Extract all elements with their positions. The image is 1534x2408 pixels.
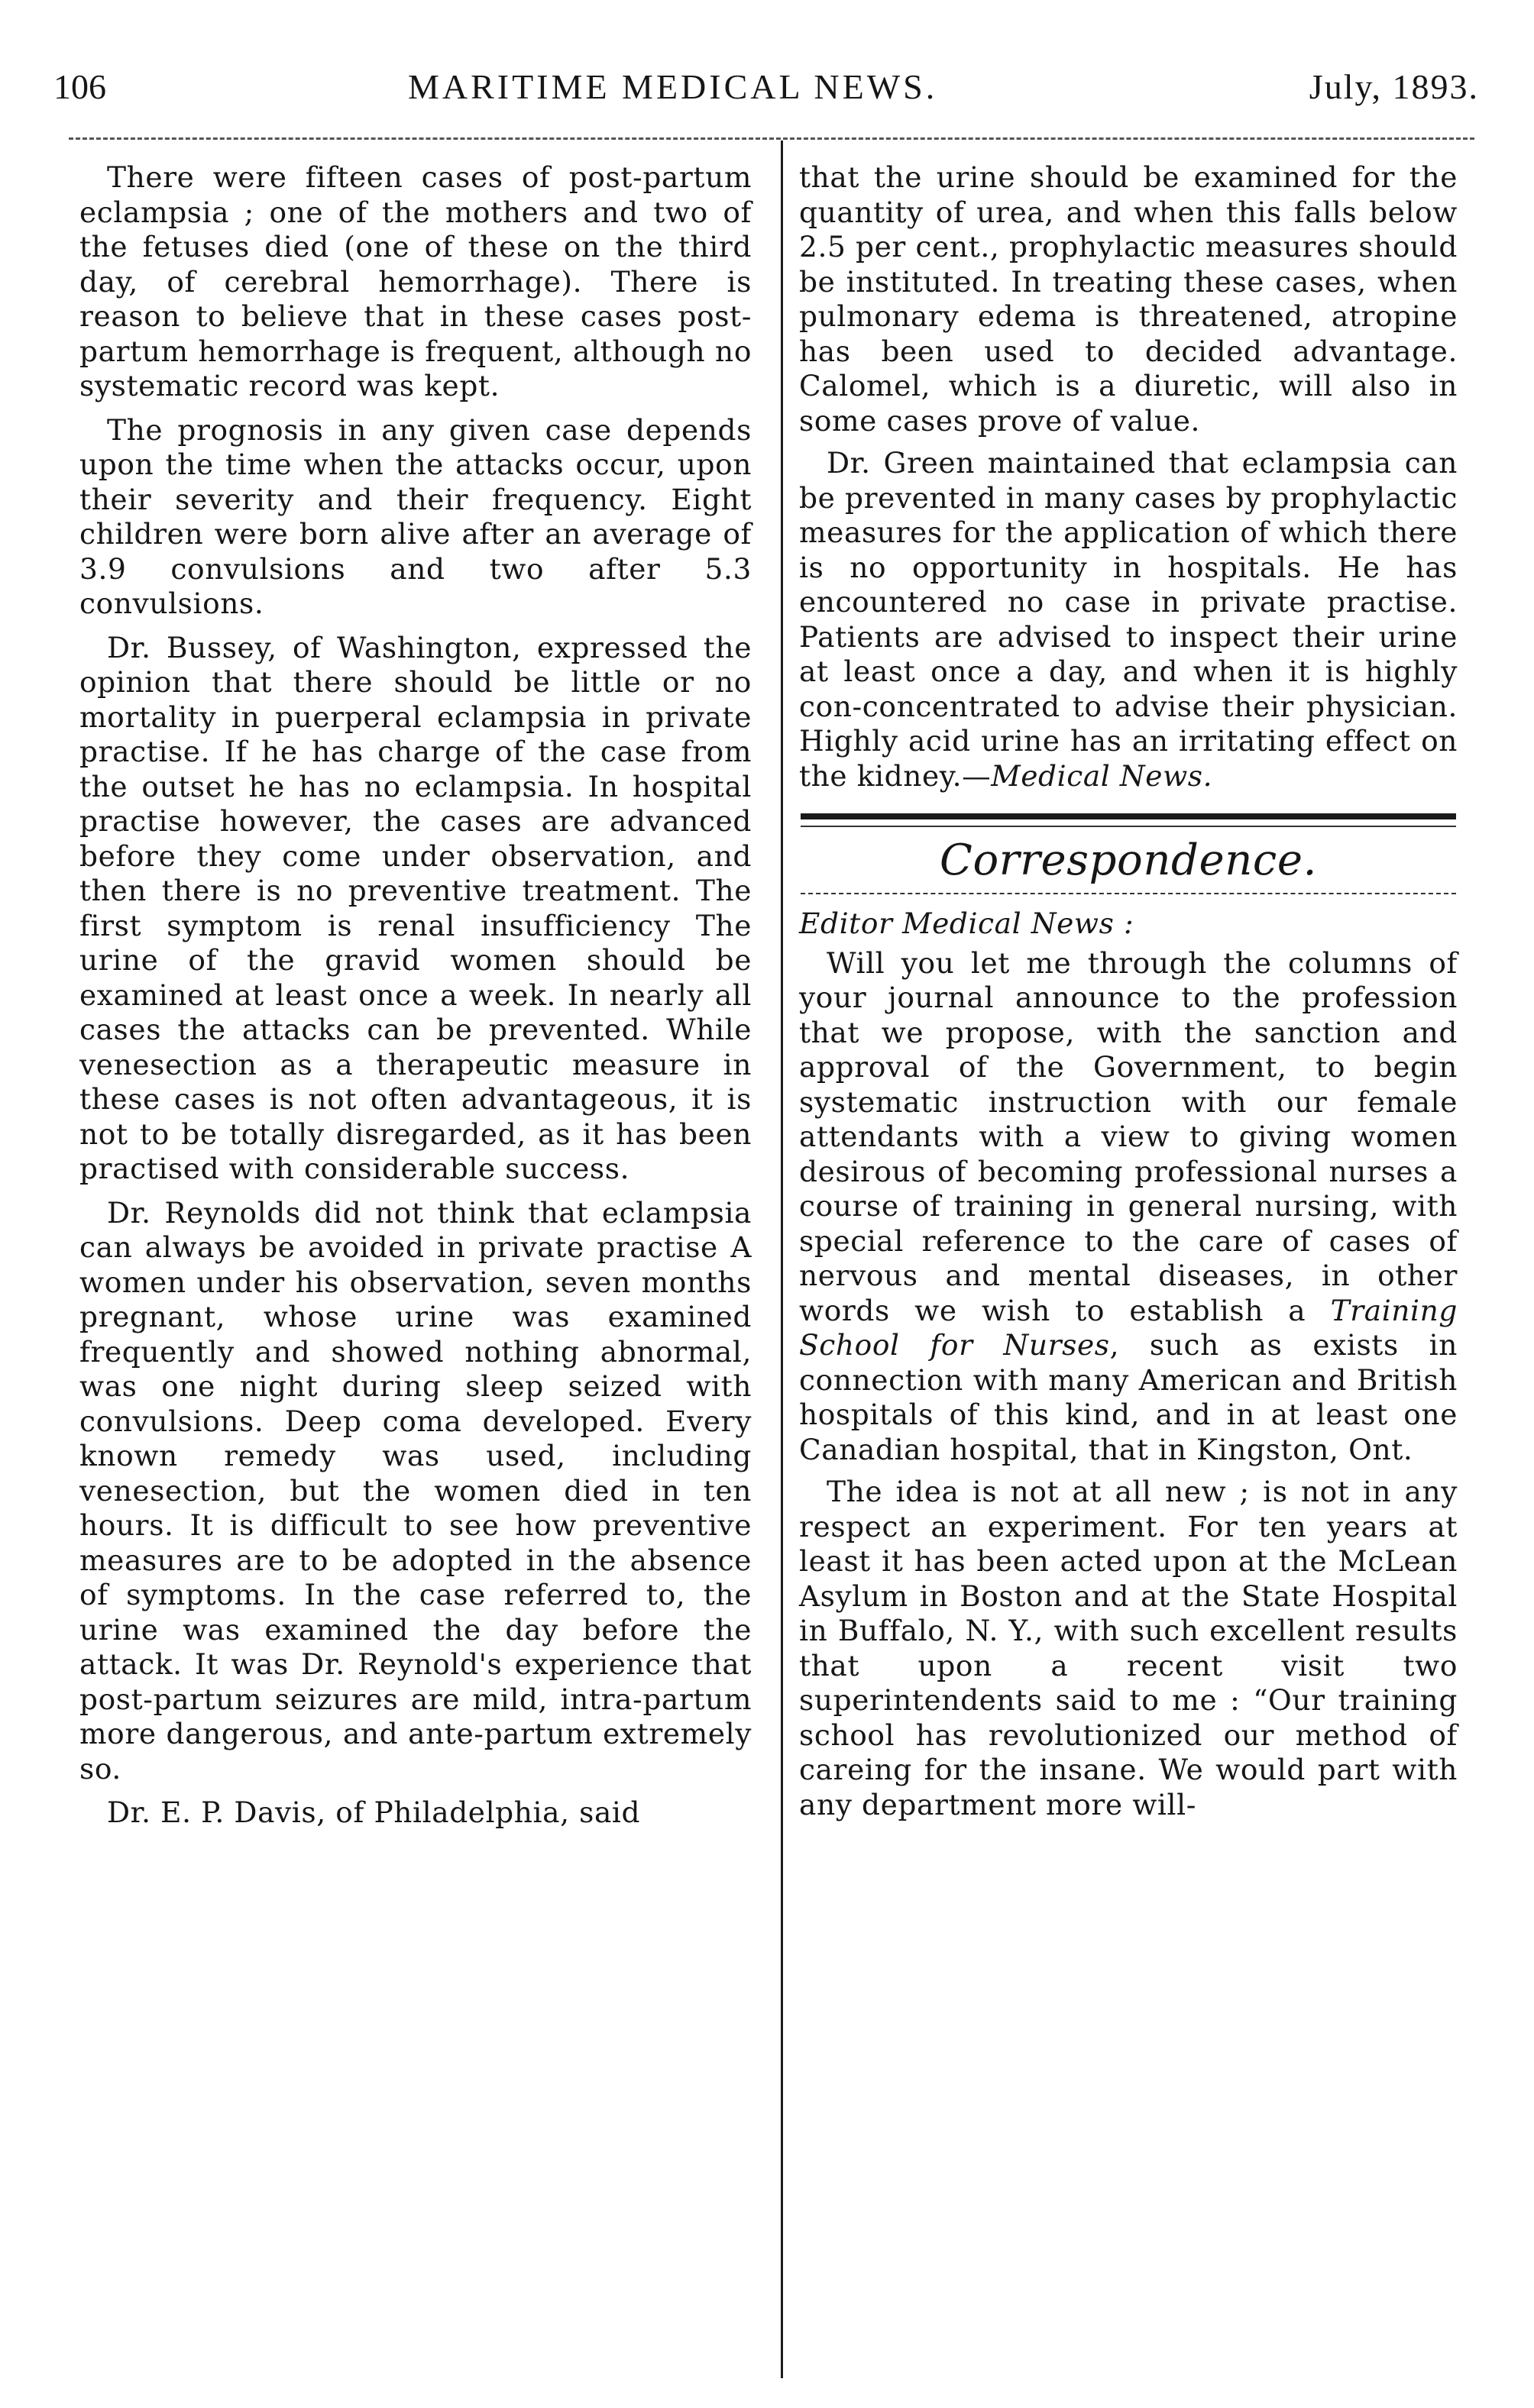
section-rule-thin (801, 826, 1456, 827)
paragraph-davis-continued: that the urine should be examined for the quantity of urea, and when this falls below 2.5 per cent., prophylactic measures should be instituted. In treating these cases, when pulmonary edema is threatened, atropine has been used to decided advantage. Calomel, which is a diuretic, will also in some cases prove of value. (799, 160, 1458, 438)
letter-paragraph-2: The idea is not at all new ; is not in any respect an experiment. For ten years at least it has been acted upon at the McLean Asylum in Boston and at the State Hospital in Buffalo, N. Y., with such excellent results that upon a recent visit two superintendents said to me : “Our training school has revolutionized our method of careing for the insane. We would part with any department more will- (799, 1475, 1458, 1821)
paragraph-dr-reynolds: Dr. Reynolds did not think that eclampsia can always be avoided in private practise A women under his observation, seven months pregnant, whose urine was examined frequently and showed nothing abnormal, was one night during sleep seized with convulsions. Deep coma developed. Every known remedy was used, including venesection, but the women died in ten hours. It is difficult to see how preventive measures are to be adopted in the absence of symptoms. In the case referred to, the urine was examined the day before the attack. It was Dr. Reynold's experience that post-partum seizures are mild, intra-partum more dangerous, and ante-partum extremely so. (79, 1195, 752, 1786)
letter-text-start: Will you let me through the columns of your journal announce to the profession that we propose, with the sanction and approval of the Government, to begin systematic instruction with our female attendants with a view to giving women desirous of becoming professional nurses a course of training in general nursing, with special reference to the care of cases of nervous and mental diseases, in other words we wish to establish a (799, 945, 1458, 1327)
left-column (79, 160, 752, 1840)
journal-title: MARITIME MEDICAL NEWS. (408, 67, 938, 106)
page-number: 106 (53, 67, 106, 106)
paragraph-dr-davis: Dr. E. P. Davis, of Philadelphia, said (107, 1795, 641, 1829)
paragraph-dr-bussey: Dr. Bussey, of Washington, expressed the opinion that there should be little or no mortality in puerperal eclampsia in private practise. If he has charge of the case from the outset he has no eclampsia. In hospital practise however, the cases are advanced before they come under observation, and then there is no preventive treatment. The first symptom is renal insufficiency The urine of the gravid women should be examined at least once a week. In nearly all cases the attacks can be prevented. While venesection as a therapeutic measure in these cases is not often advantageous, it is not to be totally disregarded, as it has been practised with considerable success. (79, 630, 752, 1185)
green-text: Dr. Green maintained that eclampsia can be prevented in many cases by prophylactic measures for the application of which there is no opportunity in hospitals. He has encountered no case in private practise. Patients are advised to inspect their urine at least once a day, and when it is highly con-concentrated to advise their physician. Highly acid urine has an irritating effect on the kidney.— (799, 446, 1458, 793)
header-rule (69, 137, 1474, 140)
right-column (799, 160, 1458, 1830)
paragraph-prognosis: The prognosis in any given case depends upon the time when the attacks occur, upon their severity and their frequency. Eight children were born alive after an average of 3.9 convulsions and two after 5.3 convulsions. (79, 412, 752, 620)
section-rule-thick (801, 813, 1456, 819)
letter-paragraph-1 (799, 946, 1458, 1468)
paragraph-dr-green (799, 446, 1458, 794)
page-header (53, 66, 1481, 113)
correspondence-heading: Correspondence. (940, 836, 1317, 885)
column-divider (781, 141, 783, 2378)
paragraph-post-partum-cases: There were fifteen cases of post-partum eclampsia ; one of the mothers and two of the fetuses died (one of these on the third day, of cerebral hemorrhage). There is reason to believe that in these cases post-partum hemorrhage is frequent, although no systematic record was kept. (79, 160, 752, 402)
letter-salutation: Editor Medical News : (799, 907, 1134, 940)
training-school-phrase: Training School for Nurses (799, 1293, 1458, 1362)
issue-date: July, 1893. (1309, 67, 1479, 106)
heading-underline (801, 893, 1456, 894)
source-citation: Medical News. (991, 758, 1213, 793)
letter-text-end: , such as exists in connection with many American and British hospitals of this kind, and in at least one Canadian hospital, that in Kingston, Ont. (799, 1328, 1458, 1466)
